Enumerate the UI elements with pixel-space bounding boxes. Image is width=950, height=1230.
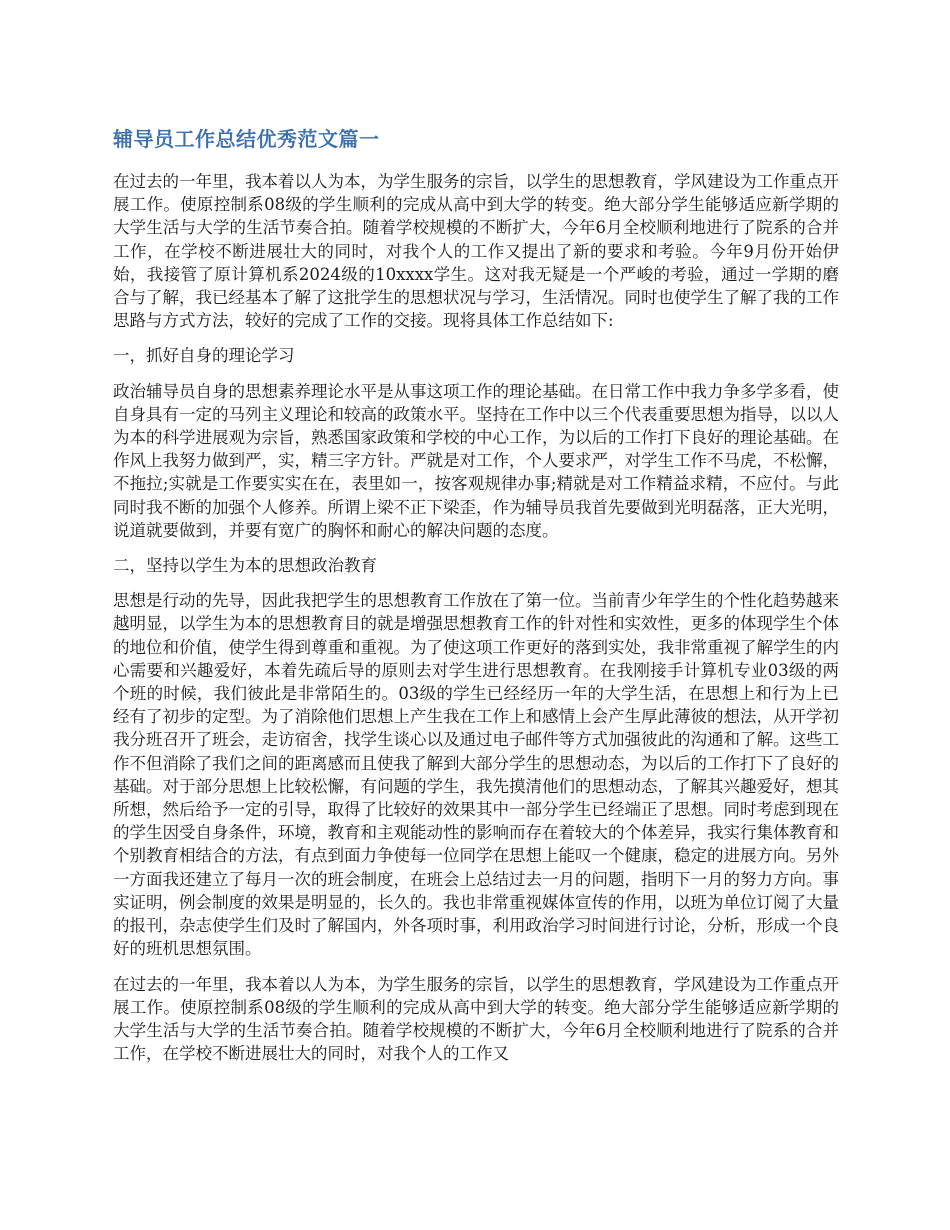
document-title: 辅导员工作总结优秀范文篇一 xyxy=(113,127,380,151)
document-page xyxy=(113,122,839,1077)
section-heading-theory-study: 一，抓好自身的理论学习 xyxy=(113,346,295,366)
paragraph-theory-study: 政治辅导员自身的思想素养理论水平是从事这项工作的理论基础。在日常工作中我力争多学多看，使自身具有一定的马列主义理论和较高的政策水平。坚持在工作中以三个代表重要思想为指导，以以人为本的科学进展观为宗旨，熟悉国家政策和学校的中心工作，为以后的工作打下良好的理论基础。在作风上我努力做到严，实，精三字方针。严就是对工作，个人要求严，对学生工作不马虎，不松懈，不拖拉;实就是工作要实实在在，表里如一，按客观规律办事;精就是对工作精益求精，不应付。与此同时我不断的加强个人修养。所谓上梁不正下梁歪，作为辅导员我首先要做到光明磊落，正大光明，说道就要做到，并要有宽广的胸怀和耐心的解决问题的态度。 xyxy=(113,381,839,540)
paragraph-student-education: 思想是行动的先导，因此我把学生的思想教育工作放在了第一位。当前青少年学生的个性化趋势越来越明显，以学生为本的思想教育目的就是增强思想教育工作的针对性和实效性，更多的体现学生个体的地位和价值，使学生得到尊重和重视。为了使这项工作更好的落到实处，我非常重视了解学生的内心需要和兴趣爱好，本着先疏后导的原则去对学生进行思想教育。在我刚接手计算机专业03级的两个班的时候，我们彼此是非常陌生的。03级的学生已经经历一年的大学生活，在思想上和行为上已经有了初步的定型。为了消除他们思想上产生我在工作上和感情上会产生厚此薄彼的想法，从开学初我分班召开了班会，走访宿舍，找学生谈心以及通过电子邮件等方式加强彼此的沟通和了解。这些工作不但消除了我们之间的距离感而且使我了解到大部分学生的思想动态，为以后的工作打下了良好的基础。对于部分思想上比较松懈，有问题的学生，我先摸清他们的思想动态，了解其兴趣爱好，想其所想，然后给予一定的引导，取得了比较好的效果其中一部分学生已经端正了思想。同时考虑到现在的学生因受自身条件，环境，教育和主观能动性的影响而存在着较大的个体差异，我实行集体教育和个别教育相结合的方法，有点到面力争使每一位同学在思想上能叹一个健康，稳定的进展方向。另外一方面我还建立了每月一次的班会制度，在班会上总结过去一月的问题，指明下一月的努力方向。事实证明，例会制度的效果是明显的，长久的。我也非常重视媒体宣传的作用，以班为单位订阅了大量的报刊，杂志使学生们及时了解国内，外各项时事，利用政治学习时间进行讨论，分析，形成一个良好的班机思想氛围。 xyxy=(113,591,839,959)
paragraph-intro: 在过去的一年里，我本着以人为本，为学生服务的宗旨，以学生的思想教育，学风建设为工作重点开展工作。使原控制系08级的学生顺利的完成从高中到大学的转变。绝大部分学生能够适应新学期的大学生活与大学的生活节奏合拍。随着学校规模的不断扩大，今年6月全校顺利地进行了院系的合并工作，在学校不断进展壮大的同时，对我个人的工作又提出了新的要求和考验。今年9月份开始伊始，我接管了原计算机系2024级的10xxxx学生。这对我无疑是一个严峻的考验，通过一学期的磨合与了解，我已经基本了解了这批学生的思想状况与学习，生活情况。同时也使学生了解了我的工作思路与方式方法，较好的完成了工作的交接。现将具体工作总结如下: xyxy=(113,172,839,331)
section-heading-student-education: 二，坚持以学生为本的思想政治教育 xyxy=(113,556,377,576)
paragraph-intro-repeat: 在过去的一年里，我本着以人为本，为学生服务的宗旨，以学生的思想教育，学风建设为工作重点开展工作。使原控制系08级的学生顺利的完成从高中到大学的转变。绝大部分学生能够适应新学期的大学生活与大学的生活节奏合拍。随着学校规模的不断扩大，今年6月全校顺利地进行了院系的合并工作，在学校不断进展壮大的同时，对我个人的工作又 xyxy=(113,974,839,1064)
